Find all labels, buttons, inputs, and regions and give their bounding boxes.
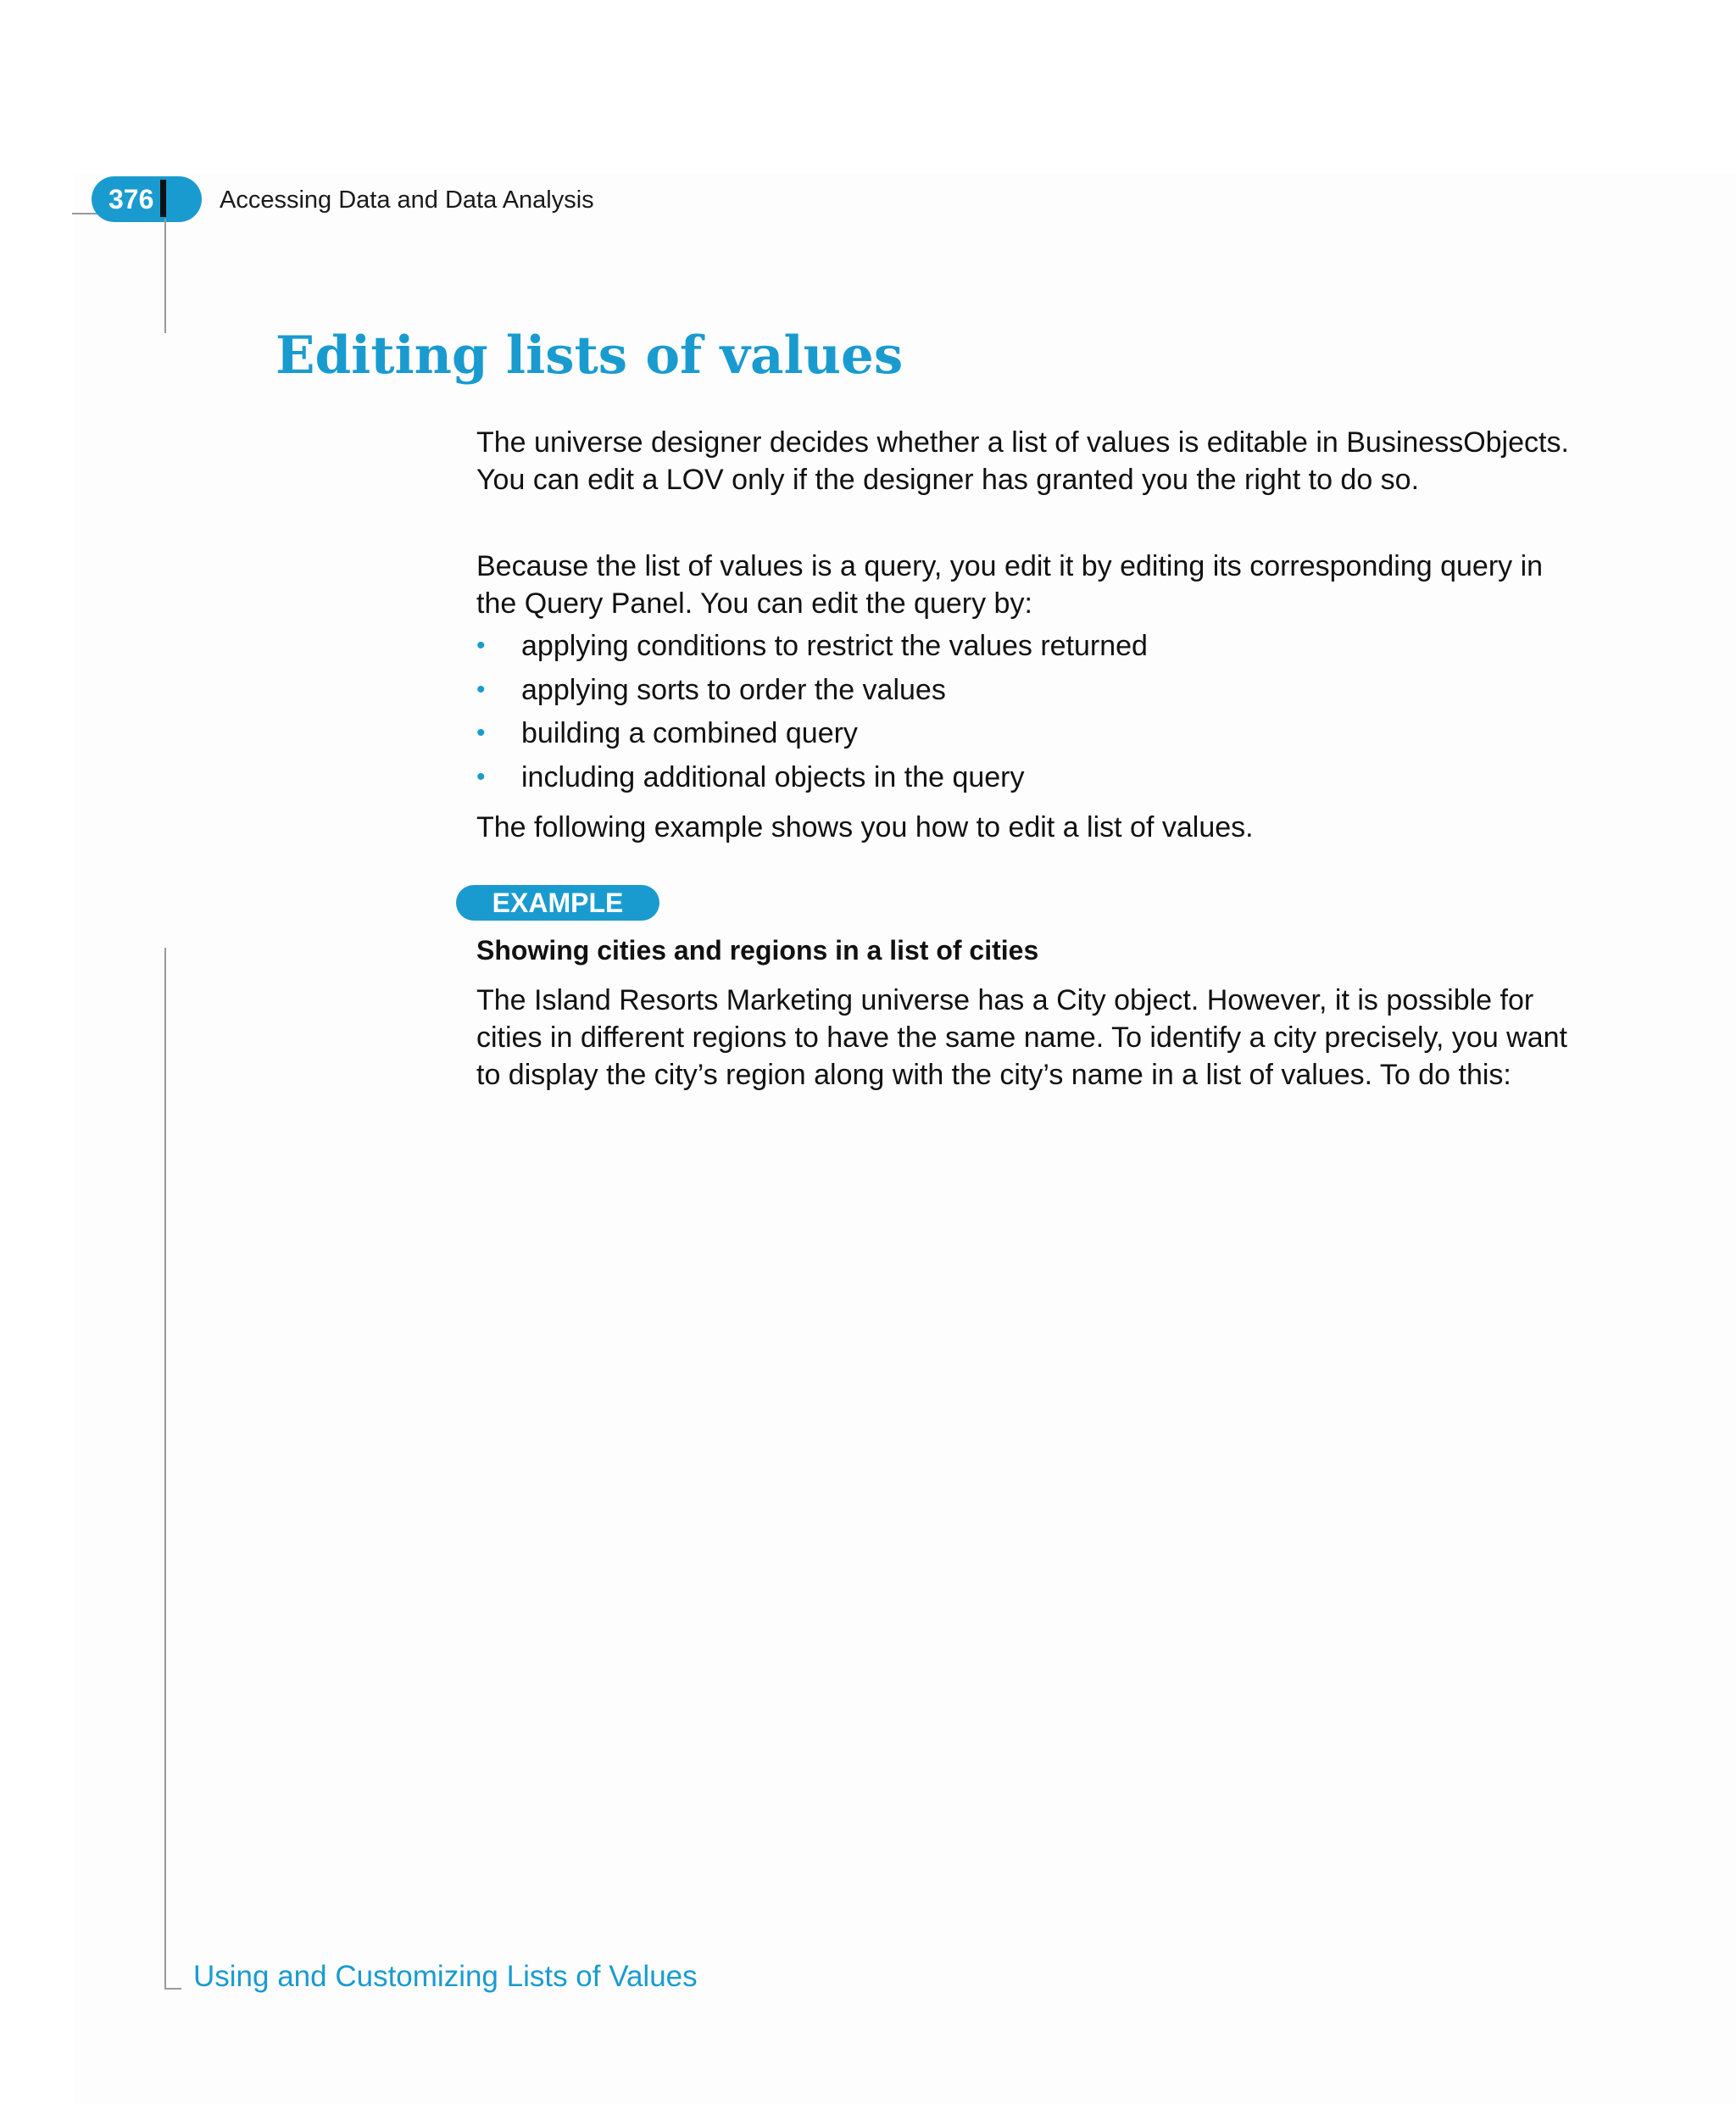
list-item-text: including additional objects in the query <box>521 760 1025 793</box>
page-number: 376 <box>108 184 154 214</box>
list-item-text: applying sorts to order the values <box>521 673 946 706</box>
example-badge: EXAMPLE <box>456 885 659 921</box>
list-item <box>476 715 1578 759</box>
running-header-title: Accessing Data and Data Analysis <box>220 186 594 214</box>
section-heading: Editing lists of values <box>275 326 904 386</box>
bullet-icon: • <box>476 762 486 791</box>
list-item <box>476 671 1578 715</box>
margin-rule-bottom <box>164 948 166 1990</box>
example-paragraph: The Island Resorts Marketing universe has a City object. However, it is possible for cities in different regions to have the same name. To identify a city precisely, you want to display the city’s region along with the city’s name in a list of values. To do this: <box>476 984 1568 1091</box>
example-title: Showing cities and regions in a list of cities <box>476 935 1039 966</box>
bullet-icon: • <box>476 675 486 704</box>
example-intro-paragraph: The following example shows you how to edit a list of values. <box>476 811 1254 843</box>
footer-corner-rule <box>164 1988 181 1990</box>
list-item-text: building a combined query <box>521 717 858 749</box>
list-item <box>476 627 1578 671</box>
intro-paragraph: The universe designer decides whether a list of values is editable in BusinessObjects. You can edit a LOV only if the designer has granted you the right to do so. <box>476 426 1569 496</box>
page-badge-marker <box>160 180 166 217</box>
bullet-icon: • <box>476 719 486 747</box>
running-footer-chapter-title: Using and Customizing Lists of Values <box>193 1960 698 1993</box>
list-item <box>476 759 1578 803</box>
list-item-text: applying conditions to restrict the values returned <box>521 630 1148 662</box>
query-paragraph: Because the list of values is a query, you edit it by editing its corresponding query in the Query Panel. You can edit the query by: <box>476 550 1544 620</box>
margin-rule-top <box>164 219 166 333</box>
edit-options-list <box>476 627 1578 802</box>
bullet-icon: • <box>476 632 486 660</box>
